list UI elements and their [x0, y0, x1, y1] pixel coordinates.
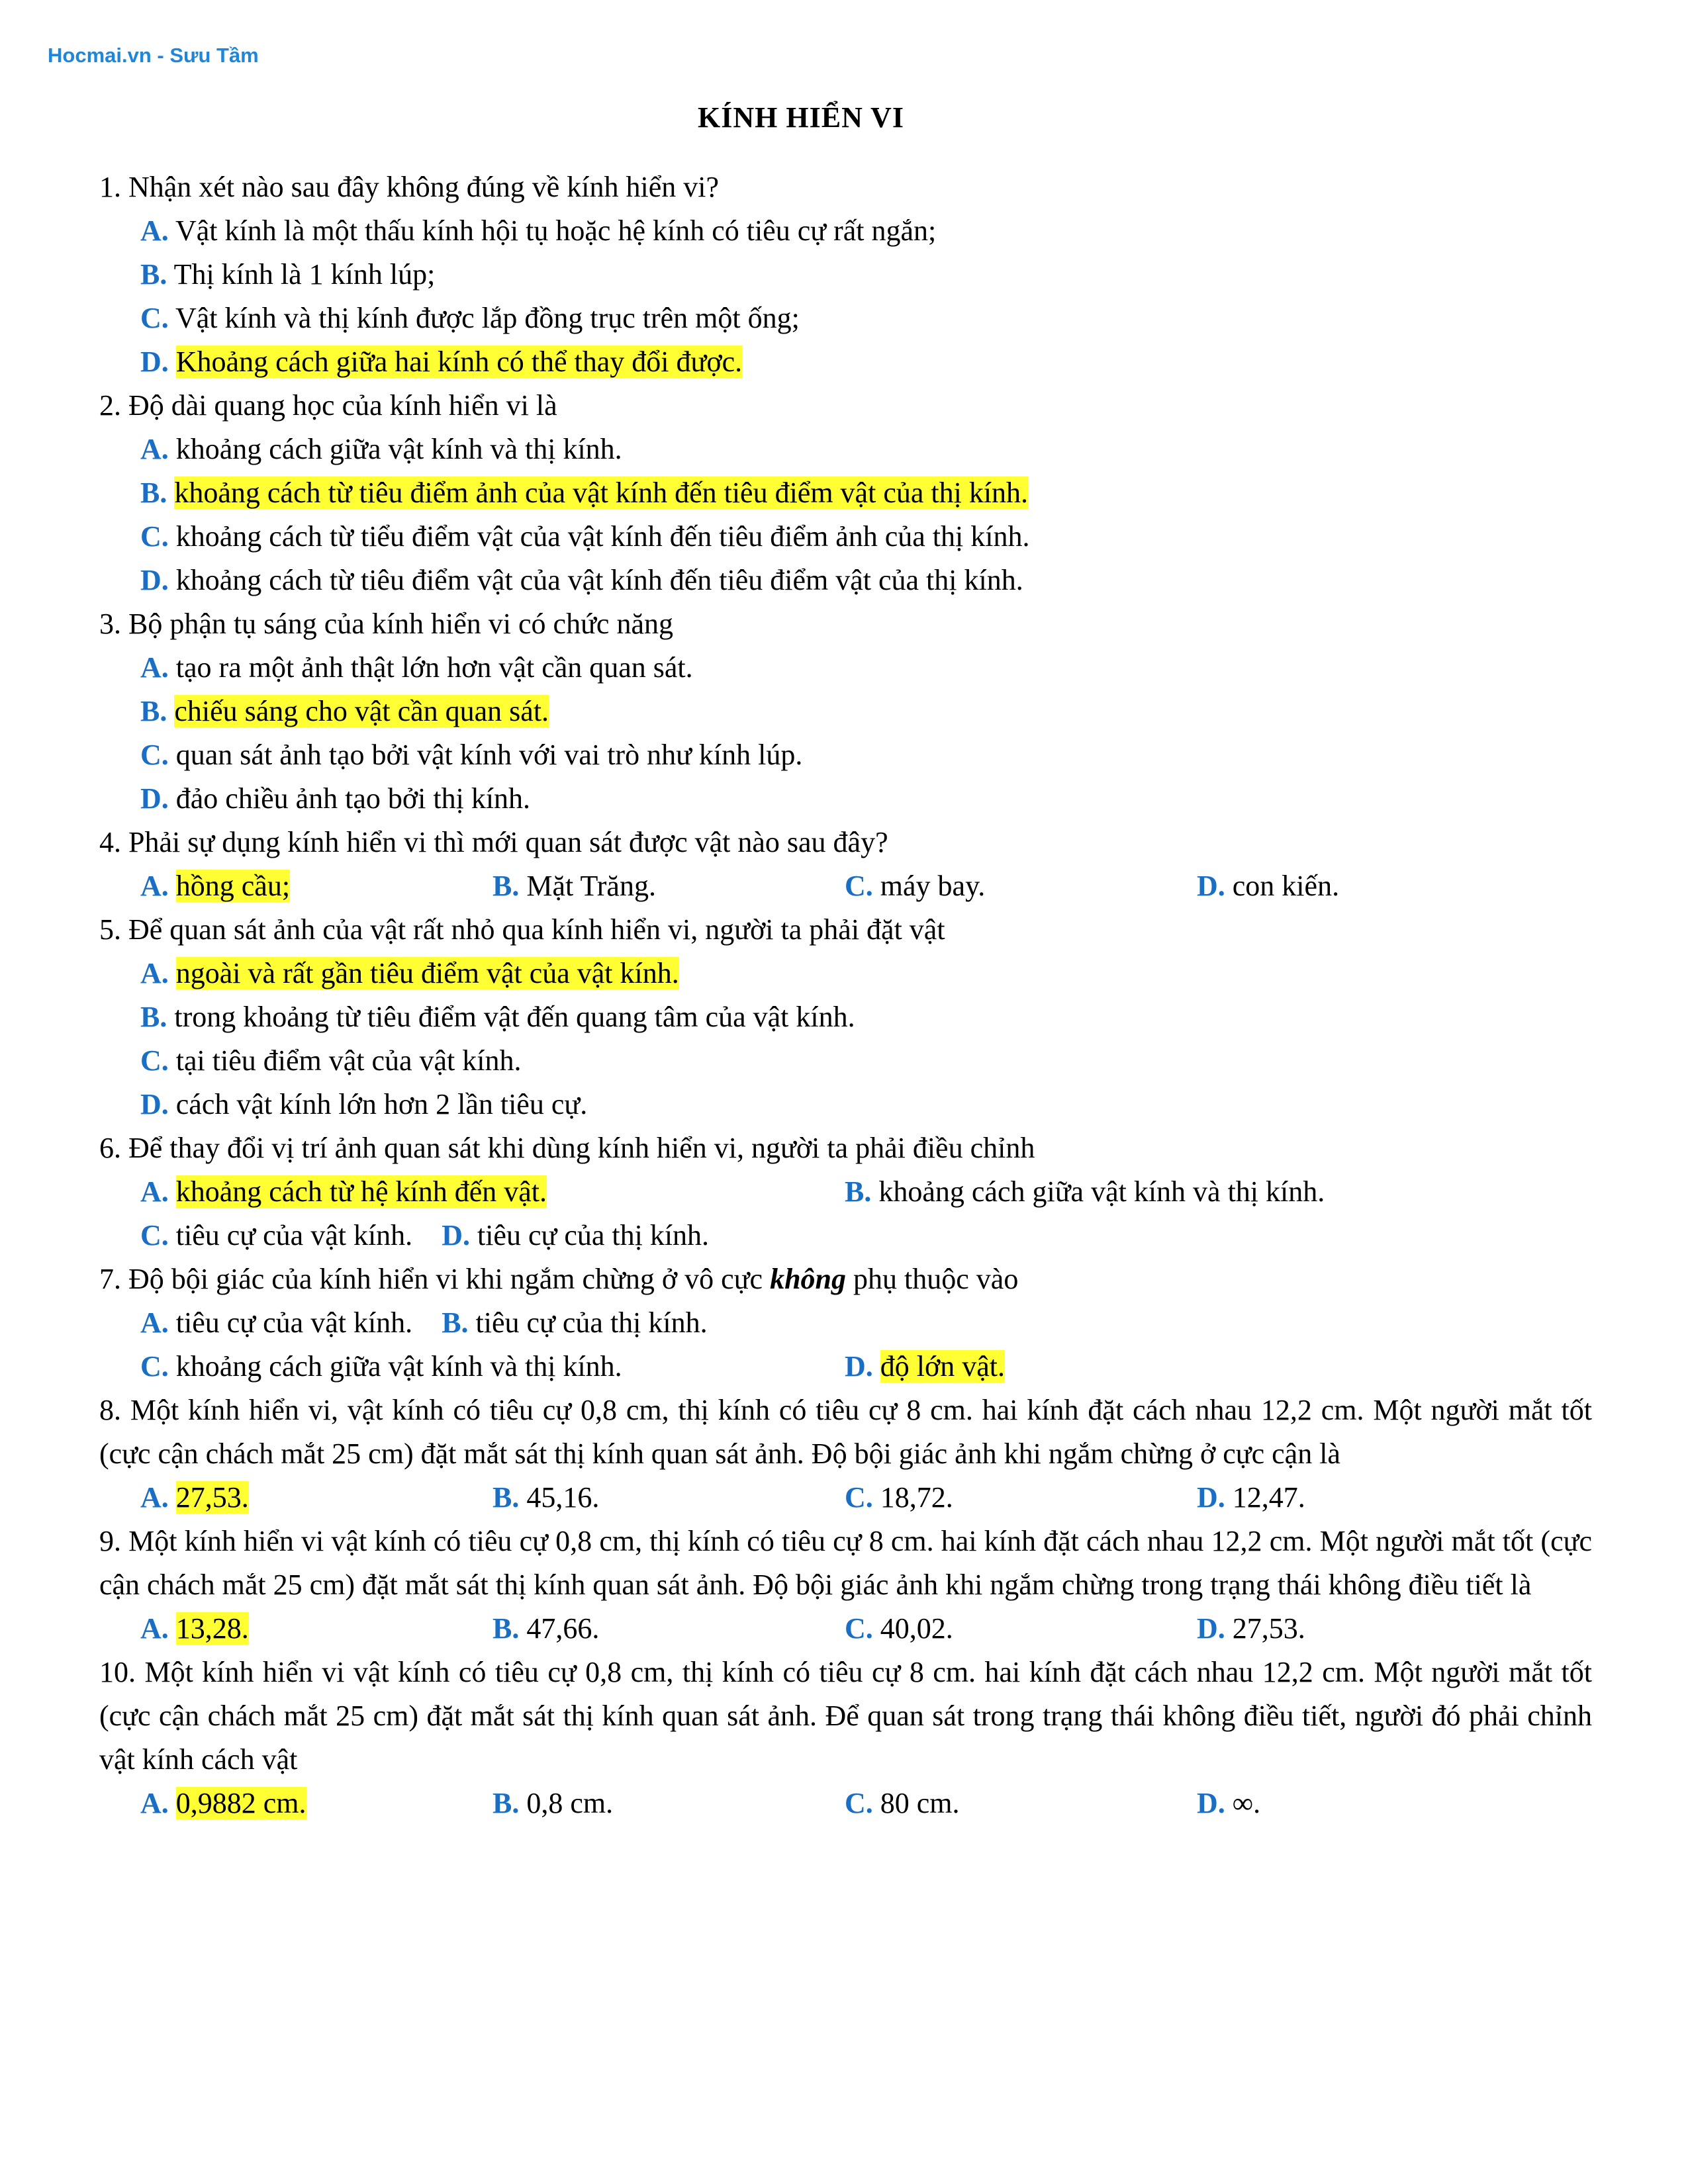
question-5: 5. Để quan sát ảnh của vật rất nhỏ qua kính hiển vi, người ta phải đặt vật: [99, 913, 945, 946]
q10-option-b: B. 0,8 cm.: [492, 1787, 614, 1819]
q10-options: [99, 1782, 1592, 1825]
q1-option-b: B. Thị kính là 1 kính lúp;: [140, 258, 436, 291]
q6-option-b: B. khoảng cách giữa vật kính và thị kính.: [845, 1175, 1325, 1208]
q9-option-a-answer: A. 13,28.: [140, 1612, 249, 1645]
q3-option-b-answer: B. chiếu sáng cho vật cần quan sát.: [140, 695, 549, 727]
question-1: 1. Nhận xét nào sau đây không đúng về kính hiển vi?: [99, 171, 720, 203]
q8-option-a-answer: A. 27,53.: [140, 1481, 249, 1514]
question-9: 9. Một kính hiển vi vật kính có tiêu cự 0,8 cm, thị kính có tiêu cự 8 cm. hai kính đặt cách nhau 12,2 cm. Một người mắt tốt (cực cận chách mắt 25 cm) đặt mắt sát thị kính quan sát ảnh. Độ bội giác ảnh khi ngắm chừng trong trạng thái không điều tiết là: [99, 1525, 1592, 1601]
q2-option-a: A. khoảng cách giữa vật kính và thị kính.: [140, 433, 622, 465]
page-title: KÍNH HIỂN VI: [698, 101, 904, 134]
question-2: 2. Độ dài quang học của kính hiển vi là: [99, 389, 557, 422]
q7-option-d-answer: D. độ lớn vật.: [845, 1350, 1006, 1383]
q9-option-b: B. 47,66.: [492, 1612, 600, 1645]
q6-options-row-2: [99, 1214, 1592, 1257]
q1-option-d-answer: D. Khoảng cách giữa hai kính có thể thay đổi được.: [140, 345, 743, 378]
q2-option-d: D. khoảng cách từ tiêu điểm vật của vật kính đến tiêu điểm vật của thị kính.: [140, 564, 1023, 596]
q6-option-a-answer: A. khoảng cách từ hệ kính đến vật.: [140, 1175, 547, 1208]
question-3: 3. Bộ phận tụ sáng của kính hiển vi có chức năng: [99, 608, 673, 640]
q3-option-d: D. đảo chiều ảnh tạo bởi thị kính.: [140, 782, 531, 815]
q6-option-d: D. tiêu cự của thị kính.: [442, 1219, 710, 1251]
q4-option-b: B. Mặt Trăng.: [492, 870, 656, 902]
q2-option-b-answer: B. khoảng cách từ tiêu điểm ảnh của vật kính đến tiêu điểm vật của thị kính.: [140, 477, 1029, 509]
q10-option-c: C. 80 cm.: [845, 1787, 960, 1819]
q2-option-c: C. khoảng cách từ tiểu điểm vật của vật kính đến tiêu điểm ảnh của thị kính.: [140, 520, 1030, 553]
q8-options: [99, 1476, 1592, 1520]
q9-option-d: D. 27,53.: [1197, 1612, 1305, 1645]
q3-option-c: C. quan sát ảnh tạo bởi vật kính với vai trò như kính lúp.: [140, 739, 803, 771]
q8-option-d: D. 12,47.: [1197, 1481, 1305, 1514]
question-6: 6. Để thay đổi vị trí ảnh quan sát khi dùng kính hiển vi, người ta phải điều chỉnh: [99, 1132, 1035, 1164]
q6-option-c: C. tiêu cự của vật kính.: [140, 1219, 413, 1251]
source-watermark: Hocmai.vn - Sưu Tầm: [48, 44, 259, 67]
q7-option-c: C. khoảng cách giữa vật kính và thị kính.: [140, 1350, 622, 1383]
q8-option-c: C. 18,72.: [845, 1481, 953, 1514]
question-list: [99, 165, 1592, 1825]
q4-option-a-answer: A. hồng cầu;: [140, 870, 291, 902]
q5-option-d: D. cách vật kính lớn hơn 2 lần tiêu cự.: [140, 1088, 588, 1120]
q10-option-d: D. ∞.: [1197, 1787, 1261, 1819]
q1-option-a: A. Vật kính là một thấu kính hội tụ hoặc hệ kính có tiêu cự rất ngắn;: [140, 214, 937, 247]
q5-option-b: B. trong khoảng từ tiêu điểm vật đến quang tâm của vật kính.: [140, 1001, 855, 1033]
q5-option-c: C. tại tiêu điểm vật của vật kính.: [140, 1044, 522, 1077]
q10-option-a-answer: A. 0,9882 cm.: [140, 1787, 306, 1819]
q4-options: [99, 864, 1592, 908]
question-7: 7. Độ bội giác của kính hiển vi khi ngắm chừng ở vô cực không phụ thuộc vào: [99, 1263, 1019, 1295]
q9-options: [99, 1607, 1592, 1651]
q5-option-a-answer: A. ngoài và rất gần tiêu điểm vật của vật kính.: [140, 957, 679, 989]
q7-option-b: B. tiêu cự của thị kính.: [442, 1306, 708, 1339]
q4-option-d: D. con kiến.: [1197, 870, 1340, 902]
question-8: 8. Một kính hiển vi, vật kính có tiêu cự 0,8 cm, thị kính có tiêu cự 8 cm. hai kính đặt cách nhau 12,2 cm. Một người mắt tốt (cực cận chách mắt 25 cm) đặt mắt sát thị kính quan sát ảnh. Độ bội giác ảnh khi ngắm chừng ở cực cận là: [99, 1394, 1592, 1470]
q6-options-row-1: [99, 1170, 1592, 1214]
q3-option-a: A. tạo ra một ảnh thật lớn hơn vật cần quan sát.: [140, 651, 693, 684]
q7-options-row-2: [99, 1345, 1592, 1388]
q7-options-row-1: [99, 1301, 1592, 1345]
question-4: 4. Phải sự dụng kính hiển vi thì mới quan sát được vật nào sau đây?: [99, 826, 888, 858]
q8-option-b: B. 45,16.: [492, 1481, 600, 1514]
question-10: 10. Một kính hiển vi vật kính có tiêu cự 0,8 cm, thị kính có tiêu cự 8 cm. hai kính đặt cách nhau 12,2 cm. Một người mắt tốt (cực cận chách mắt 25 cm) đặt mắt sát thị kính quan sát ảnh. Để quan sát trong trạng thái không điều tiết, người đó phải chỉnh vật kính cách vật: [99, 1656, 1592, 1776]
q9-option-c: C. 40,02.: [845, 1612, 953, 1645]
q7-option-a: A. tiêu cự của vật kính.: [140, 1306, 413, 1339]
q4-option-c: C. máy bay.: [845, 870, 986, 902]
question-7-emphasis: không: [770, 1263, 847, 1295]
q1-option-c: C. Vật kính và thị kính được lắp đồng trục trên một ống;: [140, 302, 800, 334]
